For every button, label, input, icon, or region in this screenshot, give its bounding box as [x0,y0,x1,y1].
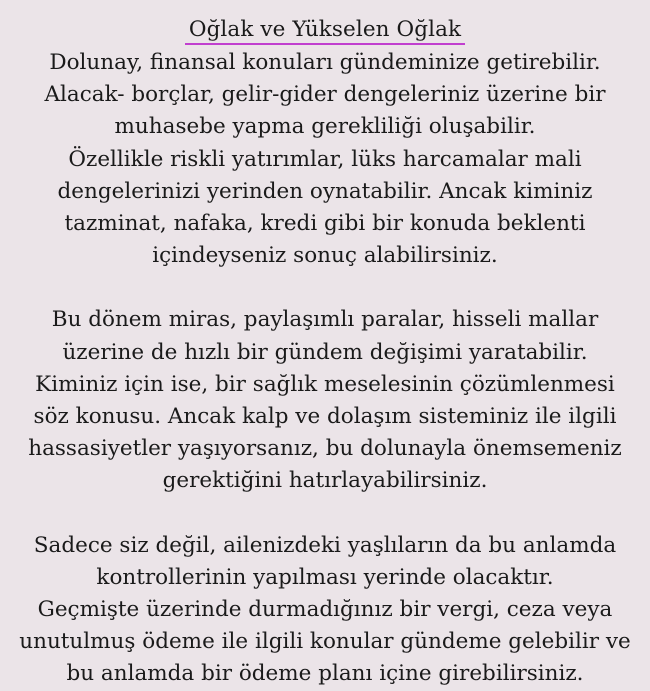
title-underline [185,43,465,45]
text-line: Sadece siz değil, ailenizdeki yaşlıların da bu anlamda [33,532,617,558]
text-line: tazminat, nafaka, kredi gibi bir konuda beklenti [64,211,586,237]
paragraph-2 [0,304,650,497]
paragraph-spacer [0,498,650,530]
title-block [189,14,461,47]
text-line: Kiminiz için ise, bir sağlık meselesinin çözümlenmesi [35,371,615,397]
text-line: Bu dönem miras, paylaşımlı paralar, hisseli mallar [51,307,599,333]
page-title: Oğlak ve Yükselen Oğlak [188,17,462,42]
text-line: söz konusu. Ancak kalp ve dolaşım sisteminiz ile ilgili [33,404,617,430]
text-line: Alacak- borçlar, gelir-gider dengeleriniz üzerine bir [44,82,606,108]
text-line: bu anlamda bir ödeme planı içine girebilirsiniz. [66,661,584,687]
text-line: muhasebe yapma gerekliliği oluşabilir. [114,114,536,140]
paragraph-spacer [0,272,650,304]
text-line: kontrollerinin yapılması yerinde olacaktır. [96,564,554,590]
text-line: üzerine de hızlı bir gündem değişimi yaratabilir. [62,339,588,365]
paragraph-1 [0,47,650,272]
text-line: Dolunay, finansal konuları gündeminize getirebilir. [49,50,601,75]
text-line: unutulmuş ödeme ile ilgili konular gündeme gelebilir ve [19,629,631,655]
paragraph-3 [0,530,650,691]
text-line: gerektiğini hatırlayabilirsiniz. [162,468,488,494]
text-line: hassasiyetler yaşıyorsanız, bu dolunayla önemsemeniz [28,436,622,462]
text-line: Özellikle riskli yatırımlar, lüks harcamalar mali [68,146,582,172]
text-line: dengelerinizi yerinden oynatabilir. Ancak kiminiz [57,178,593,204]
text-line: Geçmişte üzerinde durmadığınız bir vergi, ceza veya [37,597,613,623]
text-line: içindeyseniz sonuç alabilirsiniz. [152,243,498,269]
